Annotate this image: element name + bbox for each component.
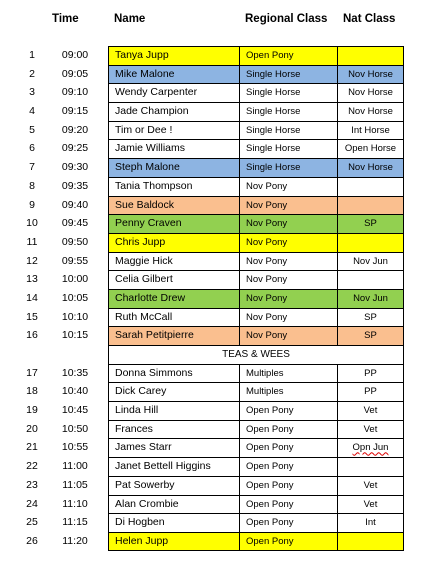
row-number: 22: [26, 460, 38, 473]
row-name: Charlotte Drew: [108, 289, 239, 308]
row-nat-class: [337, 233, 404, 252]
break-label: TEAS & WEES: [108, 345, 404, 364]
row-time: 09:10: [61, 86, 89, 99]
row-nat-class: Nov Jun: [337, 289, 404, 308]
row-name: Celia Gilbert: [108, 270, 239, 289]
row-name: Janet Bettell Higgins: [108, 457, 239, 476]
row-regional-class: Single Horse: [239, 139, 337, 158]
row-name: Ruth McCall: [108, 308, 239, 327]
row-number: 5: [29, 123, 35, 136]
row-time: 09:40: [61, 198, 89, 211]
row-nat-class: Nov Horse: [337, 158, 404, 177]
row-time: 11:10: [62, 497, 88, 510]
row-name: Sue Baldock: [108, 196, 239, 215]
header-nat-class: Nat Class: [343, 13, 396, 25]
table-row: [0, 326, 428, 345]
row-time: 09:25: [61, 142, 89, 155]
row-time: 10:45: [61, 404, 89, 417]
row-number: 1: [29, 49, 35, 61]
row-name: Helen Jupp: [108, 532, 239, 551]
row-nat-class: Opn Jun: [337, 438, 404, 457]
row-regional-class: Nov Pony: [239, 326, 337, 345]
row-nat-class: SP: [337, 214, 404, 233]
row-number: 13: [26, 273, 38, 286]
table-row: [0, 420, 428, 439]
table-row: [0, 308, 428, 327]
row-time: 09:20: [61, 123, 89, 136]
row-name: Wendy Carpenter: [108, 83, 239, 102]
row-regional-class: Multiples: [239, 382, 337, 401]
row-number: 6: [29, 142, 35, 155]
row-nat-class: Vet: [337, 476, 404, 495]
row-name: Di Hogben: [108, 513, 239, 532]
row-time: 11:20: [62, 534, 88, 547]
table-row: [0, 177, 428, 196]
row-regional-class: Nov Pony: [239, 289, 337, 308]
row-nat-class: Nov Horse: [337, 102, 404, 121]
row-time: 10:00: [61, 273, 89, 286]
row-time: 10:55: [61, 441, 89, 454]
row-number: 2: [29, 67, 35, 80]
row-time: 10:15: [61, 329, 89, 342]
table-row: [0, 252, 428, 271]
row-regional-class: Open Pony: [239, 513, 337, 532]
row-number: 11: [26, 235, 38, 248]
row-name: Frances: [108, 420, 239, 439]
row-number: 10: [26, 217, 38, 230]
row-time: 10:40: [61, 385, 89, 398]
row-nat-class: Int Horse: [337, 121, 404, 140]
table-row: [0, 476, 428, 495]
row-name: Pat Sowerby: [108, 476, 239, 495]
table-row: [0, 382, 428, 401]
row-nat-class: Vet: [337, 420, 404, 439]
row-nat-class: PP: [337, 382, 404, 401]
row-time: 09:50: [61, 235, 89, 248]
row-time: 09:00: [61, 49, 89, 61]
row-number: 17: [26, 366, 38, 379]
row-nat-class: Vet: [337, 495, 404, 514]
row-number: 26: [26, 534, 38, 547]
table-row: [0, 102, 428, 121]
row-number: 25: [26, 516, 38, 529]
row-name: Dick Carey: [108, 382, 239, 401]
row-regional-class: Single Horse: [239, 83, 337, 102]
table-row: [0, 214, 428, 233]
row-number: 18: [26, 385, 38, 398]
row-nat-class: [337, 532, 404, 551]
row-regional-class: Open Pony: [239, 495, 337, 514]
row-time: 10:50: [61, 422, 89, 435]
row-name: Jade Champion: [108, 102, 239, 121]
row-name: Steph Malone: [108, 158, 239, 177]
table-row: [0, 532, 428, 551]
row-time: 09:30: [61, 161, 89, 174]
table-row: [0, 364, 428, 383]
row-name: Maggie Hick: [108, 252, 239, 271]
row-nat-class: PP: [337, 364, 404, 383]
row-regional-class: Multiples: [239, 364, 337, 383]
row-regional-class: Open Pony: [239, 401, 337, 420]
row-nat-class: [337, 196, 404, 215]
row-time: 10:05: [61, 291, 89, 304]
row-number: 4: [29, 105, 35, 118]
row-number: 24: [26, 497, 38, 510]
table-row: [0, 438, 428, 457]
header-regional-class: Regional Class: [245, 13, 328, 25]
row-name: Tim or Dee !: [108, 121, 239, 140]
row-regional-class: Open Pony: [239, 420, 337, 439]
row-nat-class: [337, 177, 404, 196]
row-number: 21: [26, 441, 38, 454]
row-nat-class: SP: [337, 308, 404, 327]
row-regional-class: Open Pony: [239, 46, 337, 65]
row-time: 10:10: [61, 310, 89, 323]
row-regional-class: Single Horse: [239, 158, 337, 177]
row-regional-class: Single Horse: [239, 65, 337, 84]
row-number: 15: [26, 310, 38, 323]
row-number: 12: [26, 254, 38, 267]
row-number: 3: [29, 86, 35, 99]
header-name: Name: [114, 13, 146, 25]
row-regional-class: Nov Pony: [239, 252, 337, 271]
row-name: Donna Simmons: [108, 364, 239, 383]
row-name: James Starr: [108, 438, 239, 457]
table-row: [0, 270, 428, 289]
table-row: [0, 83, 428, 102]
row-regional-class: Open Pony: [239, 438, 337, 457]
row-nat-class: Vet: [337, 401, 404, 420]
row-nat-class: SP: [337, 326, 404, 345]
row-name: Jamie Williams: [108, 139, 239, 158]
table-row: [0, 513, 428, 532]
row-regional-class: Nov Pony: [239, 214, 337, 233]
table-row: [0, 158, 428, 177]
break-row: [0, 345, 428, 364]
row-name: Alan Crombie: [108, 495, 239, 514]
row-regional-class: Open Pony: [239, 532, 337, 551]
table-row: [0, 457, 428, 476]
row-regional-class: Nov Pony: [239, 177, 337, 196]
row-number: 14: [26, 291, 38, 304]
row-regional-class: Single Horse: [239, 102, 337, 121]
row-name: Tanya Jupp: [108, 46, 239, 65]
row-number: 8: [29, 179, 35, 192]
row-number: 7: [29, 161, 35, 174]
row-name: Sarah Petitpierre: [108, 326, 239, 345]
table-row: [0, 121, 428, 140]
row-name: Penny Craven: [108, 214, 239, 233]
row-time: 10:35: [61, 366, 89, 379]
row-time: 09:55: [61, 254, 89, 267]
row-time: 09:35: [61, 179, 89, 192]
row-regional-class: Nov Pony: [239, 308, 337, 327]
row-nat-class: Open Horse: [337, 139, 404, 158]
row-regional-class: Nov Pony: [239, 270, 337, 289]
row-time: 09:45: [61, 217, 89, 230]
table-row: [0, 46, 428, 65]
row-nat-class: Nov Horse: [337, 65, 404, 84]
row-time: 11:00: [62, 460, 88, 473]
row-time: 11:15: [62, 516, 88, 529]
row-name: Mike Malone: [108, 65, 239, 84]
row-nat-class: Nov Jun: [337, 252, 404, 271]
row-number: 19: [26, 404, 38, 417]
row-regional-class: Open Pony: [239, 457, 337, 476]
row-nat-class: [337, 457, 404, 476]
row-number: 9: [29, 198, 35, 211]
table-row: [0, 65, 428, 84]
table-row: [0, 233, 428, 252]
table-row: [0, 289, 428, 308]
header-time: Time: [52, 13, 79, 25]
row-regional-class: Nov Pony: [239, 196, 337, 215]
table-row: [0, 139, 428, 158]
row-time: 11:05: [62, 478, 88, 491]
row-regional-class: Nov Pony: [239, 233, 337, 252]
table-row: [0, 495, 428, 514]
row-number: 23: [26, 478, 38, 491]
row-number: 16: [26, 329, 38, 342]
row-nat-class: [337, 270, 404, 289]
row-nat-class: [337, 46, 404, 65]
row-name: Tania Thompson: [108, 177, 239, 196]
row-time: 09:15: [61, 105, 89, 118]
row-nat-class: Nov Horse: [337, 83, 404, 102]
row-regional-class: Single Horse: [239, 121, 337, 140]
row-regional-class: Open Pony: [239, 476, 337, 495]
row-name: Linda Hill: [108, 401, 239, 420]
row-nat-class: Int: [337, 513, 404, 532]
row-number: 20: [26, 422, 38, 435]
table-row: [0, 196, 428, 215]
schedule-table: [0, 46, 428, 551]
table-row: [0, 401, 428, 420]
row-name: Chris Jupp: [108, 233, 239, 252]
row-time: 09:05: [61, 67, 89, 80]
